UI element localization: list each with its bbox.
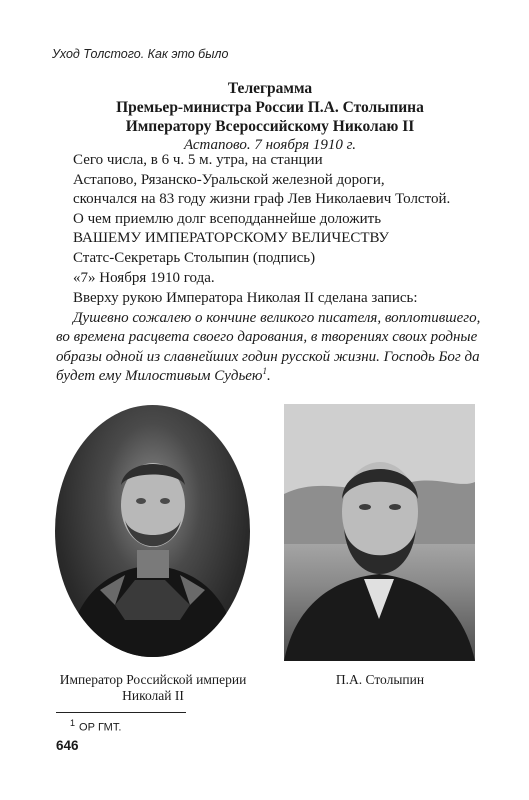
quote-line: Душевно сожалею о кончине великого писателя, воплотившего, [73,309,481,326]
running-head: Уход Толстого. Как это было [52,47,229,61]
quote-text: будет ему Милостивым Судьею [56,368,263,385]
document-title [60,79,480,155]
caption-line: Император Российской империи [59,672,247,687]
caption-line: Николай II [122,688,184,703]
title-line: Телеграмма [227,80,313,97]
portrait-nicholas-ii [55,405,250,657]
telegram-line: ВАШЕМУ ИМПЕРАТОРСКОМУ ВЕЛИЧЕСТВУ [73,230,389,247]
telegram-text [73,151,513,288]
footnote-rule [56,712,186,713]
footnote-number: 1 [70,718,76,728]
portrait-stolypin [284,404,475,661]
telegram-line: «7» Ноября 1910 года. [73,269,215,286]
page-number: 646 [56,738,79,753]
caption-nicholas-ii [35,672,271,704]
footnote [70,718,121,734]
title-line: Императору Всероссийскому Николаю II [125,118,415,135]
telegram-line: Астапово, Рязанско-Уральской железной дороги, [73,171,385,188]
telegram-line: Сего числа, в 6 ч. 5 м. утра, на станции [73,152,323,168]
emperor-note [56,289,496,387]
note-intro: Вверху рукою Императора Николая II сделана запись: [73,290,418,306]
note-quote [56,309,496,387]
telegram-line: Статс-Секретарь Столыпин (подпись) [73,249,316,266]
caption-stolypin: П.А. Столыпин [335,672,425,687]
quote-line: образы одной из славнейших годин русской жизни. Господь Бог да [56,348,480,365]
quote-line: во времена расцвета своего дарования, в творениях своих родные [56,329,478,346]
quote-line-last: будет ему Милостивым Судьею$^1$. [56,366,271,385]
dateline: Астапово. 7 ноября 1910 г. [183,137,357,153]
footnote-text: ОР ГМТ. [79,721,122,734]
footnote-ref: 1 [262,366,268,377]
telegram-line: О чем приемлю долг всеподданнейше доложить [73,210,382,227]
title-line: Премьер-министра России П.А. Столыпина [116,99,424,116]
telegram-line: скончался на 83 году жизни граф Лев Николаевич Толстой. [73,191,451,208]
